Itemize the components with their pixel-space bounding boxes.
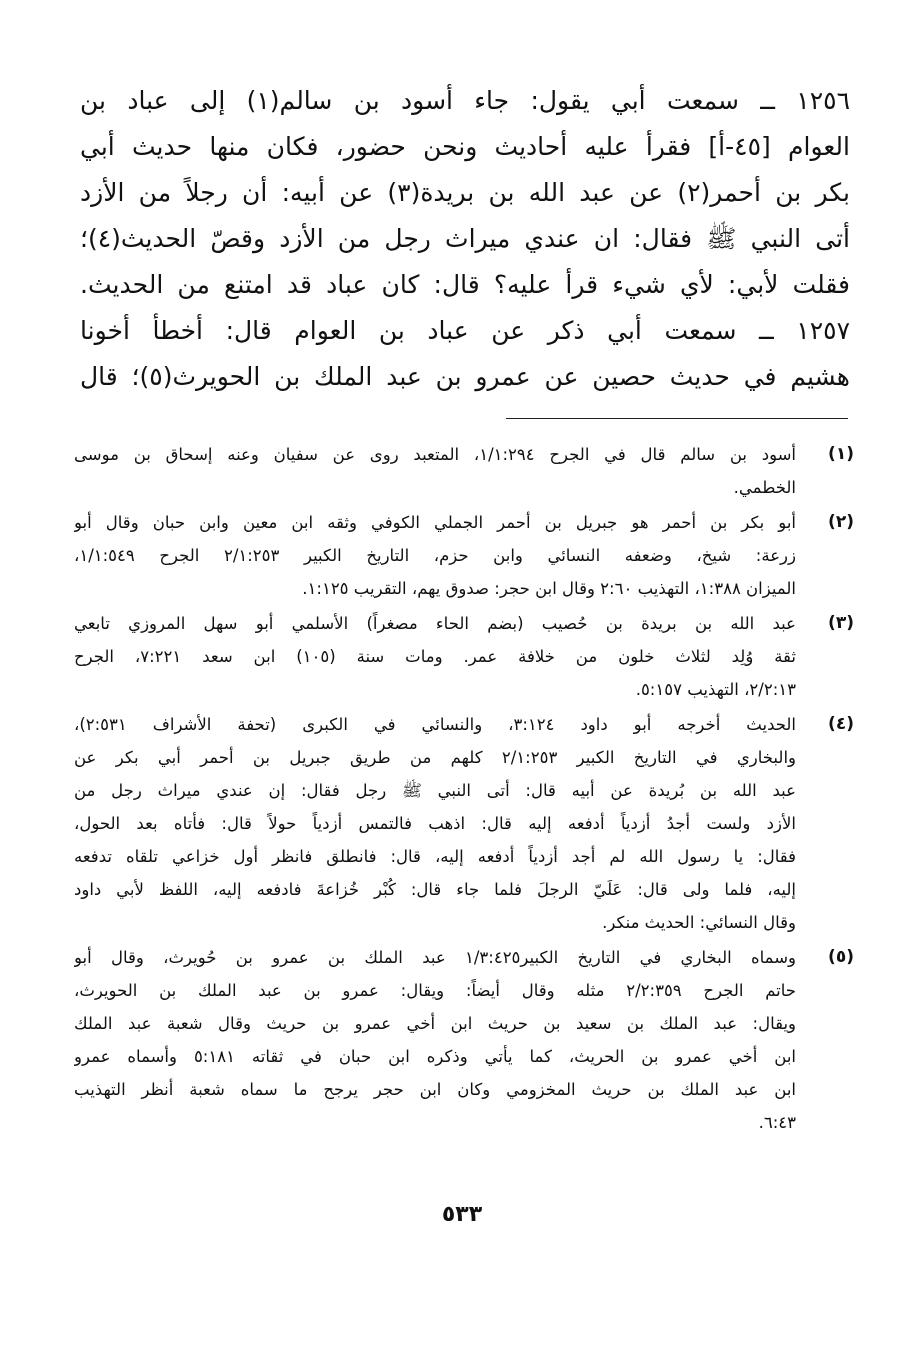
footnote-line: وقال النسائي: الحديث منكر. xyxy=(602,913,796,932)
footnote xyxy=(74,506,854,605)
footnote-line: وسماه البخاري في التاريخ الكبير١/٣:٤٢٥ عبد الملك بن عمرو بن حُويرث، وقال أبو xyxy=(74,948,796,967)
footnote-number: (٢) xyxy=(828,512,854,532)
main-text-line: ١٢٥٧ ــ سمعت أبي ذكر عن عباد بن العوام قال: أخطأ أخونا xyxy=(80,316,850,345)
footnote-line: ابن عبد الملك بن حريث المخزومي وكان ابن حجر يرجح ما سماه شعبة أنظر التهذيب xyxy=(74,1080,796,1099)
footnote-line: ٢/٢:١٣، التهذيب ٥:١٥٧. xyxy=(635,680,796,699)
page-number: ٥٣٣ xyxy=(441,1202,483,1227)
footnote-line: ابن أخي عمرو بن الحريث، كما يأتي وذكره ابن حبان في ثقاته ٥:١٨١ وأسماه عمرو xyxy=(74,1047,796,1066)
footnote-line: حاتم الجرح ٢/٢:٣٥٩ مثله وقال أيضاً: ويقال: عمرو بن عبد الملك بن الحويرث، xyxy=(74,981,796,1000)
footnote-line: عبد الله بن بريدة بن حُصيب (بضم الحاء مصغراً) الأسلمي أبو سهل المروزي تابعي xyxy=(74,614,796,633)
footnote-number: (٣) xyxy=(828,613,854,633)
footnote-body xyxy=(74,708,796,939)
footnote-line: ويقال: عبد الملك بن سعيد بن حريث ابن أخي عمرو بن حريث وقال شعبة عبد الملك xyxy=(74,1014,796,1033)
footnote-line: ثقة وُلِد لثلاث خلون من خلافة عمر. ومات سنة (١٠٥) ابن سعد ٧:٢٢١، الجرح xyxy=(74,647,796,666)
main-text-line: بكر بن أحمر(٢) عن عبد الله بن بريدة(٣) عن أبيه: أن رجلاً من الأزد xyxy=(80,178,850,207)
footnote-number: (١) xyxy=(828,444,854,464)
footnote-line: الميزان ١:٣٨٨، التهذيب ٢:٦٠ وقال ابن حجر: صدوق يهم، التقريب ١:١٢٥. xyxy=(302,579,796,598)
footnote-body xyxy=(74,941,796,1139)
footnote-line: الحديث أخرجه أبو داود ٣:١٢٤، والنسائي في الكبرى (تحفة الأشراف ٢:٥٣١)، xyxy=(74,715,796,734)
footnote-body xyxy=(74,607,796,706)
footnote-body xyxy=(74,438,796,504)
footnote-body xyxy=(74,506,796,605)
footnotes xyxy=(74,438,854,1141)
main-text-line: هشيم في حديث حصين عن عمرو بن عبد الملك بن الحويرث(٥)؛ قال xyxy=(80,362,850,391)
footnote-number: (٥) xyxy=(828,947,854,967)
footnote-line: زرعة: شيخ، وضعفه النسائي وابن حزم، التاريخ الكبير ٢/١:٢٥٣ الجرح ١/١:٥٤٩، xyxy=(74,546,796,565)
main-text-line: ١٢٥٦ ــ سمعت أبي يقول: جاء أسود بن سالم(١) إلى عباد بن xyxy=(80,86,850,115)
main-text xyxy=(80,78,850,400)
footnote-line: الأزد ولست أجدُ أزدياً أدفعه إليه قال: اذهب فالتمس أزدياً حولاً قال: فأتاه بعد الحول، xyxy=(74,814,796,833)
main-text-line: فقلت لأبي: لأي شيء قرأ عليه؟ قال: كان عباد قد امتنع من الحديث. xyxy=(80,270,850,299)
footnote-line: عبد الله بن بُريدة عن أبيه قال: أتى النبي ﷺ رجل فقال: إن عندي ميراث رجل من xyxy=(74,781,796,800)
footnote xyxy=(74,438,854,504)
footnote-line: أبو بكر بن أحمر هو جبريل بن أحمر الجملي الكوفي وثقه ابن معين وابن حبان وقال أبو xyxy=(74,513,796,532)
footnote-line: فقال: يا رسول الله لم أجد أزدياً أدفعه إليه، قال: فانطلق فانظر أول خزاعي تلقاه تدفعه xyxy=(74,847,796,866)
footnote-line: الخطمي. xyxy=(733,478,796,497)
footnote xyxy=(74,941,854,1139)
footnote xyxy=(74,708,854,939)
footnote-line: والبخاري في التاريخ الكبير ٢/١:٢٥٣ كلهم من طريق جبريل بن أحمر أبي بكر عن xyxy=(74,748,796,767)
footnote xyxy=(74,607,854,706)
footnote-divider xyxy=(506,418,848,419)
footnote-line: ٦:٤٣. xyxy=(758,1113,796,1132)
footnote-number: (٤) xyxy=(828,714,854,734)
main-text-line: العوام [٤٥-أ] فقرأ عليه أحاديث ونحن حضور، فكان منها حديث أبي xyxy=(80,132,850,161)
main-text-line: أتى النبي ﷺ فقال: ان عندي ميراث رجل من الأزد وقصّ الحديث(٤)؛ xyxy=(80,224,850,253)
footnote-line: أسود بن سالم قال في الجرح ١/١:٢٩٤، المتعبد روى عن سفيان وعنه إسحاق بن موسى xyxy=(74,445,796,464)
footnote-line: إليه، فلما ولى قال: عَلَيّ الرجلَ فلما جاء قال: كُبْر خُزاعةَ فادفعه إليه، اللفظ لأبي داود xyxy=(74,880,796,899)
